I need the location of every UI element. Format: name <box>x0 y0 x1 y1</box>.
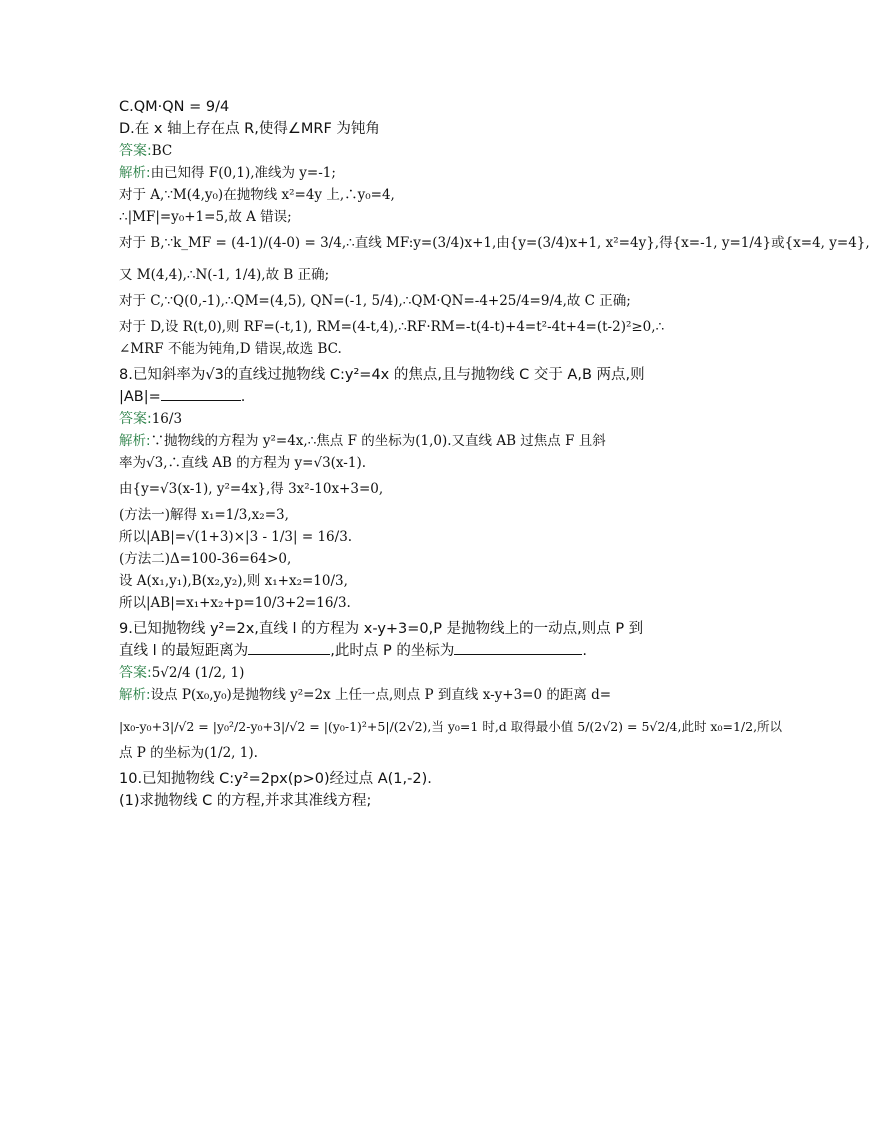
question-8-text: |AB|= <box>119 389 161 405</box>
question-9-line2 <box>119 640 679 662</box>
explain-text: 设点 P(x₀,y₀)是抛物线 y²=2x 上任一点,则点 P 到直线 x-y+3=0 的距离 d= <box>150 687 612 703</box>
document-page <box>119 96 870 812</box>
explain-9-intro <box>119 684 679 706</box>
answer-7 <box>119 140 679 162</box>
explain-7-b2: 又 M(4,4),∴N(-1, 1/4),故 B 正确; <box>119 267 330 283</box>
explain-8-l3: 由{y=√3(x-1), y²=4x},得 3x²-10x+3=0, <box>119 481 384 497</box>
explain-7-a2: ∴|MF|=y₀+1=5,故 A 错误; <box>119 209 292 225</box>
explain-7-d1: 对于 D,设 R(t,0),则 RF=(-t,1), RM=(4-t,4),∴RF·RM=-t(4-t)+4=t²-4t+4=(t-2)²≥0,∴ <box>119 319 665 335</box>
explain-8-l5: 所以|AB|=√(1+3)×|3 - 1/3| = 16/3. <box>119 529 353 545</box>
explain-7-b1: 对于 B,∵k_MF = (4-1)/(4-0) = 3/4,∴直线 MF:y=(3/4)x+1,由{y=(3/4)x+1, x²=4y},得{x=-1, y=1/4}或{x=4, y=4}, <box>119 235 870 251</box>
question-9-text: 直线 l 的最短距离为 <box>119 643 249 659</box>
answer-8 <box>119 408 679 430</box>
answer-blank <box>248 640 330 655</box>
question-8-line1: 8.已知斜率为√3的直线过抛物线 C:y²=4x 的焦点,且与抛物线 C 交于 A,B 两点,则 <box>119 367 645 383</box>
question-9-end: . <box>582 643 587 659</box>
explain-text: ∵抛物线的方程为 y²=4x,∴焦点 F 的坐标为(1,0).又直线 AB 过焦点 F 且斜 <box>150 433 606 449</box>
answer-blank <box>454 640 582 655</box>
option-c: C.QM·QN = 9/4 <box>119 99 230 115</box>
explain-9-l2: |x₀-y₀+3|/√2 = |y₀²/2-y₀+3|/√2 = |(y₀-1)²+5|/(2√2),当 y₀=1 时,d 取得最小值 5/(2√2) = 5√2/4,此时 x₀=1/2,所以 <box>119 719 783 734</box>
question-9-line1: 9.已知抛物线 y²=2x,直线 l 的方程为 x-y+3=0,P 是抛物线上的一动点,则点 P 到 <box>119 621 644 637</box>
answer-text: BC <box>151 143 173 159</box>
answer-label: 答案: <box>119 665 152 681</box>
answer-label: 答案: <box>119 143 152 159</box>
explain-8-l8: 所以|AB|=x₁+x₂+p=10/3+2=16/3. <box>119 595 351 611</box>
explain-8-l6: (方法二)Δ=100-36=64>0, <box>119 551 292 567</box>
explain-7-d2: ∠MRF 不能为钝角,D 错误,故选 BC. <box>119 341 342 357</box>
question-8-line2: |AB|= . <box>119 386 679 408</box>
answer-blank <box>161 386 241 401</box>
answer-label: 答案: <box>119 411 152 427</box>
question-9-after: ,此时点 P 的坐标为 <box>330 643 455 659</box>
question-10-line1: 10.已知抛物线 C:y²=2px(p>0)经过点 A(1,-2). <box>119 771 432 787</box>
explain-7-intro <box>119 162 679 184</box>
answer-9 <box>119 662 679 684</box>
explain-8-l7: 设 A(x₁,y₁),B(x₂,y₂),则 x₁+x₂=10/3, <box>119 573 348 589</box>
option-d: D.在 x 轴上存在点 R,使得∠MRF 为钝角 <box>119 121 380 137</box>
explain-9-l3: 点 P 的坐标为(1/2, 1). <box>119 745 258 761</box>
explain-8-intro <box>119 430 679 452</box>
explain-label: 解析: <box>119 165 151 181</box>
answer-text: 16/3 <box>151 411 183 427</box>
explain-8-l4: (方法一)解得 x₁=1/3,x₂=3, <box>119 507 289 523</box>
explain-7-c: 对于 C,∵Q(0,-1),∴QM=(4,5), QN=(-1, 5/4),∴QM·QN=-4+25/4=9/4,故 C 正确; <box>119 293 631 309</box>
explain-label: 解析: <box>119 433 151 449</box>
explain-7-a1: 对于 A,∵M(4,y₀)在抛物线 x²=4y 上,∴y₀=4, <box>119 187 395 203</box>
explain-label: 解析: <box>119 687 151 703</box>
answer-text: 5√2/4 (1/2, 1) <box>151 665 245 681</box>
question-10-part1: (1)求抛物线 C 的方程,并求其准线方程; <box>119 793 372 809</box>
explain-8-l2: 率为√3,∴直线 AB 的方程为 y=√3(x-1). <box>119 455 367 471</box>
explain-text: 由已知得 F(0,1),准线为 y=-1; <box>150 165 336 181</box>
